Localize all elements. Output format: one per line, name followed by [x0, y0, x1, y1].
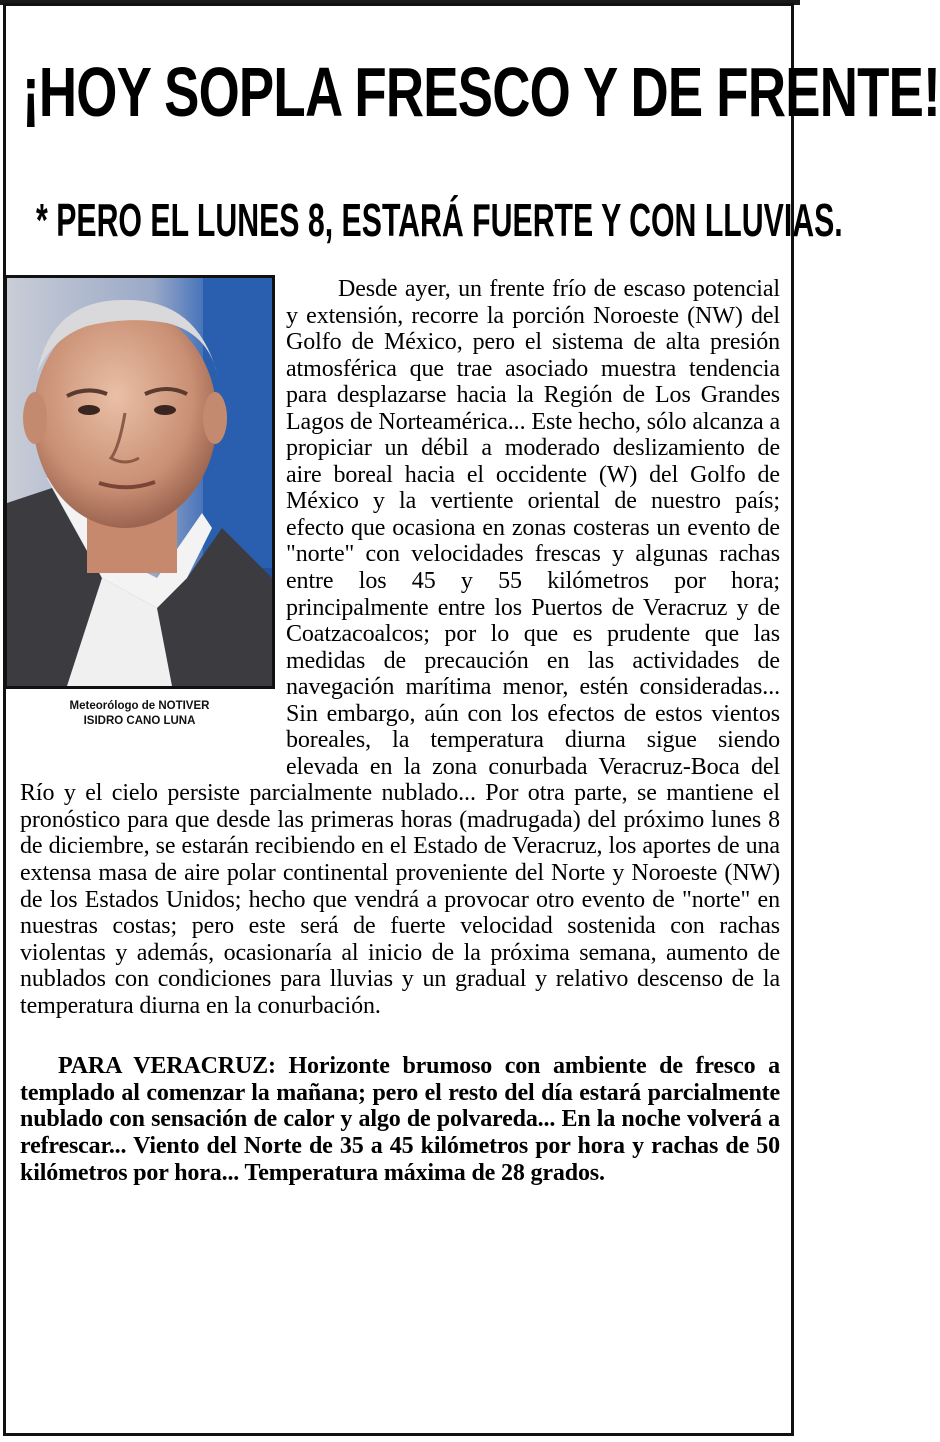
photo-spacer: [20, 276, 286, 754]
caption-title: Meteorólogo de NOTIVER: [69, 700, 210, 712]
body-paragraph: Desde ayer, un frente frío de escaso potencial y extensión, recorre la porción Noroeste (NW) del Golfo de México, pero el sistema de alta presión atmosférica que trae asociado muestra tendencia para desplazarse hacia la Región de Los Grandes Lagos de Norteamérica... Este hecho, sólo alcanza a propiciar un débil a moderado deslizamiento de aire boreal hacia el occidente (W) del Golfo de México y la vertiente oriental de nuestro país; efecto que ocasiona en zonas costeras un evento de "norte" con velocidades frescas y algunas rachas entre los 45 y 55 kilómetros por hora; principalmente entre los Puertos de Veracruz y de Coatzacoalcos; por lo que es prudente que las medidas de precaución en las actividades de navegación marítima menor, estén consideradas... Sin embargo, aún con los efectos de estos vientos boreales, la temperatura diurna sigue siendo elevada en la zona conurbada Veracruz-Boca del Río y el cielo persiste parcialmente nublado... Por otra parte, se mantiene el pronóstico para que desde las primeras horas (madrugada) del próximo lunes 8 de diciembre, se estarán recibiendo en el Estado de Veracruz, los aportes de una extensa masa de aire polar continental proveniente del Norte y Noroeste (NW) de los Estados Unidos; hecho que vendrá a provocar otro evento de "norte" en nuestras costas; pero este será de fuerte velocidad sostenida con rachas violentas y además, ocasionaría al inicio de la próxima semana, aumento de nublados con condiciones para lluvias y un gradual y relativo descenso de la temperatura diurna en la conurbación.: [20, 276, 781, 1019]
forecast-paragraph: PARA VERACRUZ: Horizonte brumoso con ambiente de fresco a templado al comenzar la mañana; pero el resto del día estará parcialmente nublado con sensación de calor y algo de polvareda... En la noche volverá a refrescar... Viento del Norte de 35 a 45 kilómetros por hora y rachas de 50 kilómetros por hora... Temperatura máxima de 28 grados.: [20, 1053, 780, 1186]
subheadline: * PERO EL LUNES 8, ESTARÁ FUERTE Y CON LLUVIAS.: [36, 194, 843, 246]
headline: ¡HOY SOPLA FRESCO Y DE FRENTE!: [22, 53, 940, 131]
article-body: [20, 276, 780, 1186]
caption-name: ISIDRO CANO LUNA: [83, 715, 196, 727]
